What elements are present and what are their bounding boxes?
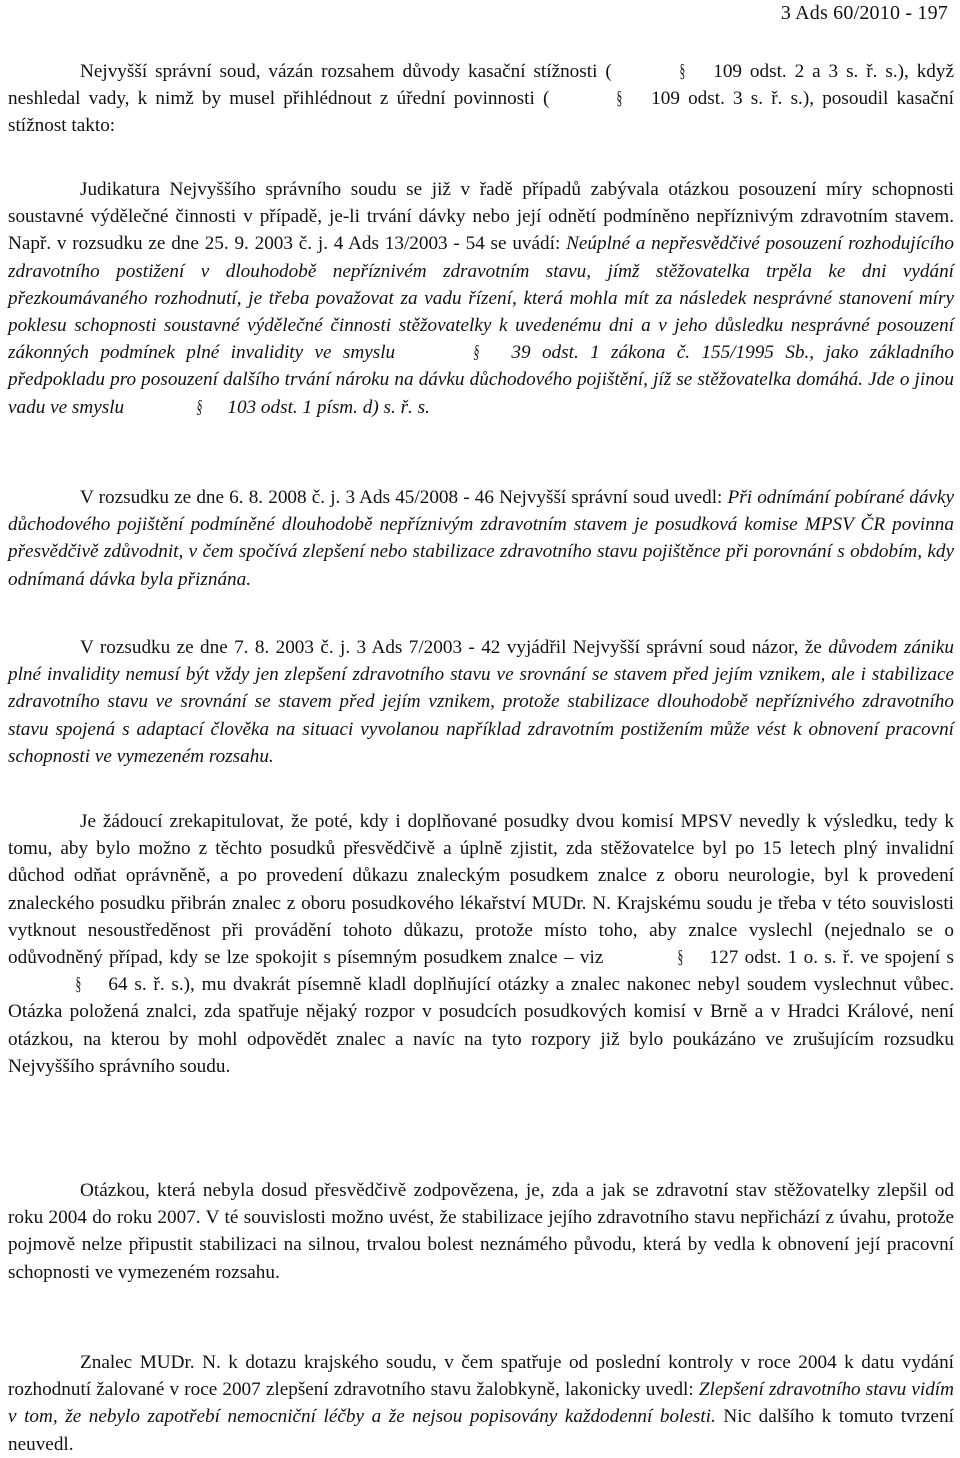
section-sign: §	[473, 342, 480, 364]
text-segment: Nic dalšího k tomuto tvrzení neuvedl.	[8, 1406, 954, 1455]
text-segment: Otázkou, která nebyla dosud přesvědčivě zodpovězena, je, zda a jak se zdravotní stav stěžovatelky zlepšil od roku 2004 do roku 2007. V té souvislosti možno uvést, že stabilizace jejího zdravotního stavu nepřichází z úvahu, protože pojmově nelze připustit stabilizaci na silnou, trvalou bolest neznámého původu, která by vedla k obnovení její pracovní schopnosti ve vymezeném rozsahu.	[8, 1180, 954, 1283]
section-sign: §	[616, 88, 623, 110]
paragraph-judgment-2003	[8, 634, 954, 770]
text-segment: 64 s. ř. s.), mu dvakrát písemně kladl doplňující otázky a znalec nakonec nebyl soudem vyslechnut vůbec. Otázka položená znalci, zda spatřuje nějaký rozpor v posudcích posudkových komisí v Brně a v Hradci Králové, není otázkou, na kterou by mohl odpovědět znalec a navíc na tyto rozpory již bylo poukázáno ve zrušujícím rozsudku Nejvyššího správního soudu.	[8, 974, 954, 1077]
paragraph-case-law	[8, 176, 954, 421]
quoted-text: Zlepšení zdravotního stavu vidím v tom, že nebylo zapotřebí nemocniční léčby a že nejsou popisovány každodenní bolesti.	[8, 1379, 954, 1428]
quoted-text: Při odnímání pobírané dávky důchodového pojištění podmíněné dlouhodobě nepříznivým zdravotním stavem je posudková komise MPSV ČR povinna přesvědčivě zdůvodnit, v čem spočívá zlepšení nebo stabilizace zdravotního stavu pojištěnce při porovnání s obdobím, kdy odnímaná dávka byla přiznána.	[8, 487, 954, 590]
paragraph-expert-statement	[8, 1349, 954, 1458]
text-segment: 109 odst. 3 s. ř. s.), posoudil kasační stížnost takto:	[8, 88, 954, 137]
text-segment: Je žádoucí zrekapitulovat, že poté, kdy i doplňované posudky dvou komisí MPSV nevedly k výsledku, tedy k tomu, aby bylo možno z těchto posudků přesvědčivě a úplně zjistit, zda stěžovatelce byl po 15 letech plný invalidní důchod odňat oprávněně, a po provedení důkazu znaleckým posudkem znalce z oboru neurologie, byl k provedení znaleckého posudku přibrán znalec z oboru posudkového lékařství MUDr. N. Krajskému soudu je třeba v této souvislosti vytknout nesoustředěnost při provádění tohoto důkazu, protože místo toho, aby znalce vyslechl (nejednalo se o odůvodněný případ, kdy se lze spokojit s písemným posudkem znalce – viz	[8, 811, 954, 969]
section-sign: §	[677, 947, 683, 969]
paragraph-ruling-intro	[8, 58, 954, 140]
paragraph-judgment-2008	[8, 484, 954, 593]
paragraph-open-question	[8, 1177, 954, 1286]
text-segment: 127 odst. 1 o. s. ř. ve spojení s	[703, 947, 954, 969]
quoted-text: Neúplné a nepřesvědčivé posouzení rozhodujícího zdravotního postižení v dlouhodobě nepříznivém zdravotním stavu, jímž stěžovatelka trpěla ke dni vydání přezkoumávaného rozhodnutí, je třeba považovat za vadu řízení, která mohla mít za následek nesprávné stanovení míry poklesu schopnosti soustavné výdělečné činnosti stěžovatelky k uvedenému dni a v jeho důsledku nesprávné posouzení zákonných podmínek plné invalidity ve smyslu	[8, 233, 954, 364]
text-segment: 109 odst. 2 a 3 s. ř. s.), když neshledal vady, k nimž by musel přihlédnout z úřední povinnosti (	[8, 61, 955, 110]
text-segment: Nejvyšší správní soud, vázán rozsahem důvody kasační stížnosti (	[80, 61, 612, 82]
case-number-header: 3 Ads 60/2010 - 197	[780, 2, 948, 24]
text-segment: Judikatura Nejvyššího správního soudu se již v řadě případů zabývala otázkou posouzení míry schopnosti soustavné výdělečné činnosti v případě, je-li trvání dávky nebo její odnětí podmíněno nepříznivým zdravotním stavem. Např. v rozsudku ze dne 25. 9. 2003 č. j. 4 Ads 13/2003 - 54 se uvádí:	[8, 179, 954, 255]
quoted-text: 103 odst. 1 písm. d) s. ř. s.	[222, 396, 430, 418]
section-sign: §	[75, 974, 82, 996]
text-segment: V rozsudku ze dne 7. 8. 2003 č. j. 3 Ads 7/2003 - 42 vyjádřil Nejvyšší správní soud názor, že	[80, 637, 829, 658]
paragraph-recapitulation	[8, 808, 954, 1080]
quoted-text: důvodem zániku plné invalidity nemusí být vždy jen zlepšení zdravotního stavu ve srovnání se stavem před jejím vznikem, ale i stabilizace zdravotního stavu ve srovnání se stavem před jejím vznikem, protože stabilizace dlouhodobě nepříznivého zdravotního stavu spojená s adaptací člověka na situaci vyvolanou například zdravotním postižením může vést k obnovení pracovní schopnosti ve vymezeném rozsahu.	[8, 637, 954, 767]
text-segment: Znalec MUDr. N. k dotazu krajského soudu, v čem spatřuje od poslední kontroly v roce 2004 k datu vydání rozhodnutí žalované v roce 2007 zlepšení zdravotního stavu žalobkyně, lakonicky uvedl:	[8, 1352, 954, 1401]
section-sign: §	[679, 61, 685, 82]
text-segment: V rozsudku ze dne 6. 8. 2008 č. j. 3 Ads 45/2008 - 46 Nejvyšší správní soud uvedl:	[80, 487, 728, 508]
section-sign: §	[196, 396, 203, 418]
quoted-text: 39 odst. 1 zákona č. 155/1995 Sb., jako základního předpokladu pro posouzení dalšího trvání nároku na dávku důchodového pojištění, jíž se stěžovatelka domáhá. Jde o jinou vadu ve smyslu	[8, 342, 954, 418]
